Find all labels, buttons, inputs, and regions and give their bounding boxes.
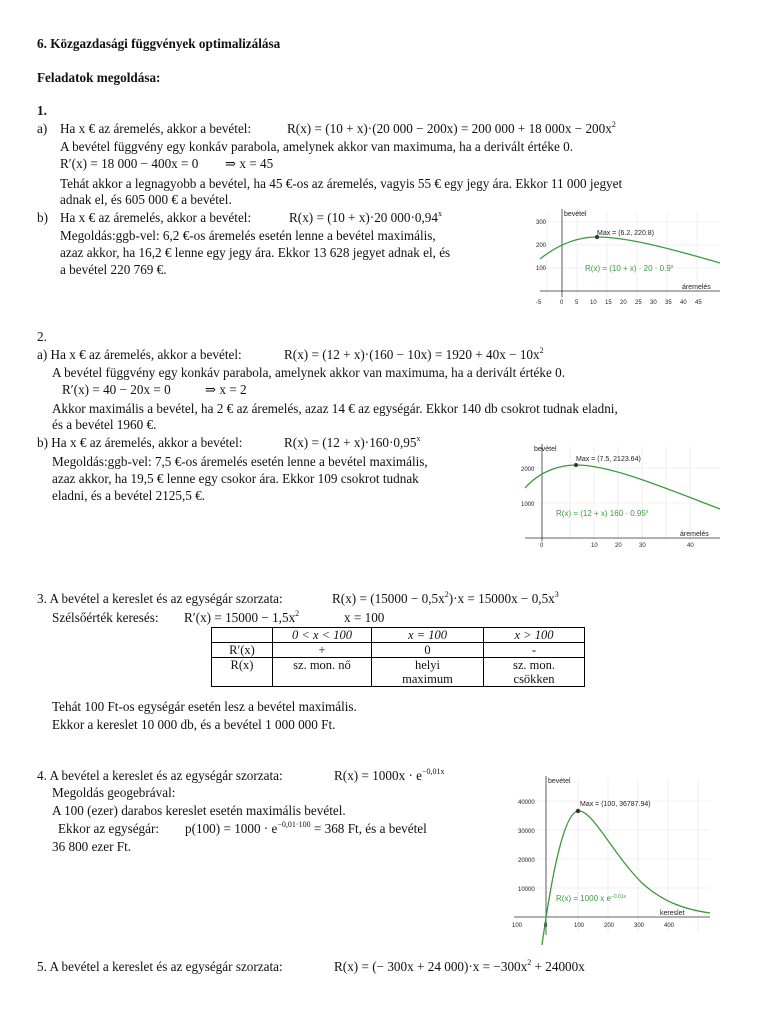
solution-text: Ekkor az egységár: — [58, 821, 160, 836]
solution-text: azaz akkor, ha 16,2 € lenne egy jegy ára. Ekkor 13 628 jegyet adnak el, és — [60, 245, 451, 260]
max-label: Max = (6.2, 220.8) — [597, 230, 655, 237]
x-tick-label: 0 — [544, 923, 548, 929]
y-tick-label: 10000 — [518, 887, 535, 893]
problem-text: Ha x € az áremelés, akkor a bevétel: — [60, 121, 252, 136]
max-point — [574, 463, 578, 467]
y-tick-label: 200 — [536, 243, 547, 249]
x-tick-label: 20 — [615, 543, 622, 549]
y-axis-label: bevétel — [534, 446, 557, 453]
y-tick-label: 100 — [536, 266, 547, 272]
x-tick-label: 40 — [680, 300, 687, 306]
x-axis-label: áremelés — [680, 531, 709, 538]
conclusion-text: Tehát 100 Ft-os egységár esetén lesz a bevétel maximális. — [52, 699, 357, 714]
x-tick-label: 100 — [512, 923, 523, 929]
table-row-label: R′(x) — [212, 643, 273, 658]
formula: $p(100) = 1000 \cdot e^{-0,01\cdot 100} = 368$ Ft, és a bevétel — [185, 820, 427, 836]
derivative-result: ⇒ x = 45 — [225, 156, 274, 171]
derivative-result: x = 100 — [344, 610, 385, 625]
x-tick-label: 200 — [604, 923, 615, 929]
derivative-formula: R′(x) = 40 − 20x = 0 — [62, 382, 171, 397]
y-tick-label: 2000 — [521, 467, 535, 473]
table-cell: helyi maximum — [372, 658, 484, 687]
table-cell: sz. mon. csökken — [484, 658, 585, 687]
x-tick-label: 5 — [575, 300, 579, 306]
y-axis-label: bevétel — [564, 211, 587, 218]
page-title: 6. Közgazdasági függvények optimalizálása — [37, 36, 281, 51]
graph-3 — [512, 773, 710, 945]
function-curve — [525, 465, 720, 509]
conclusion-text: Ekkor a kereslet 10 000 db, és a bevétel 1 000 000 Ft. — [52, 717, 336, 732]
table-cell: 0 — [372, 643, 484, 658]
table-header: x > 100 — [484, 628, 585, 643]
x-tick-label: 0 — [540, 543, 544, 549]
x-tick-label: 400 — [664, 923, 675, 929]
table-header: 0 < x < 100 — [273, 628, 372, 643]
problem-text: b) Ha x € az áremelés, akkor a bevétel: — [37, 435, 243, 450]
function-label: R(x) = (12 + x) $160 \cdot 0.95^x$ — [556, 509, 649, 518]
conclusion-text: adnak el, és 605 000 € a bevétel. — [60, 192, 232, 207]
x-tick-label: -5 — [536, 300, 542, 306]
x-tick-label: 35 — [665, 300, 672, 306]
x-tick-label: 10 — [590, 300, 597, 306]
problem-text: 5. A bevétel a kereslet és az egységár szorzata: — [37, 959, 283, 974]
y-tick-label: 1000 — [521, 502, 535, 508]
problem-number: 2. — [37, 329, 47, 344]
formula: R(x) = (− 300x + 24 $000)\cdot x = -300x^2 + 24000x$ — [334, 958, 585, 974]
solution-text: a bevétel 220 769 €. — [60, 262, 167, 277]
sign-table — [211, 627, 585, 687]
problem-number: 1. — [37, 103, 47, 118]
table-cell: + — [273, 643, 372, 658]
graph-1 — [535, 207, 720, 312]
y-tick-label: 40000 — [518, 800, 535, 806]
solution-text: 36 800 ezer Ft. — [52, 839, 132, 854]
part-label: a) — [37, 121, 48, 136]
formula: $R(x) = 1000x \cdot e^{-0,01x}$ — [334, 767, 445, 783]
table-cell: - — [484, 643, 585, 658]
part-label: b) — [37, 210, 48, 225]
y-tick-label: 20000 — [518, 858, 535, 864]
table-header: x = 100 — [372, 628, 484, 643]
solution-text: Megoldás:ggb-vel: 6,2 €-os áremelés esetén lenne a bevétel maximális, — [60, 228, 436, 243]
solution-text: azaz akkor, ha 19,5 € lenne egy csokor ára. Ekkor 109 csokrot tudnak — [52, 471, 419, 486]
formula: $R(x) = (12 + x)\cdot(160 - 10x) = 1920 + 40x - 10x^2$ — [284, 346, 544, 362]
x-tick-label: 30 — [650, 300, 657, 306]
section-subtitle: Feladatok megoldása: — [37, 70, 161, 85]
x-tick-label: 100 — [574, 923, 585, 929]
max-point — [576, 809, 580, 813]
solution-text: eladni, és a bevétel 2125,5 €. — [52, 488, 206, 503]
table-cell: sz. mon. nő — [273, 658, 372, 687]
x-axis-label: kereslet — [660, 910, 685, 917]
x-tick-label: 45 — [695, 300, 702, 306]
max-label: Max = (100, 36787.94) — [580, 801, 651, 808]
formula: $R(x) = (12 + x)\cdot 160\cdot 0,95^x$ — [284, 434, 421, 450]
formula: $R(x) = (15000 - 0,5x^2)\cdot x = 15000x - 0,5x^3$ — [332, 590, 559, 606]
function-curve — [542, 811, 710, 945]
conclusion-text: Tehát akkor a legnagyobb a bevétel, ha 45 €-os az áremelés, vagyis 55 € egy jegy ára. Ekkor 11 000 jegyet — [60, 176, 623, 191]
explanation-text: A bevétel függvény egy konkáv parabola, amelynek akkor van maximuma, ha a derivált értéke 0. — [60, 139, 574, 154]
x-tick-label: 300 — [634, 923, 645, 929]
graph-2 — [520, 441, 720, 559]
y-tick-label: 30000 — [518, 829, 535, 835]
x-axis-label: áremelés — [682, 284, 711, 291]
x-tick-label: 10 — [591, 543, 598, 549]
y-axis-label: bevétel — [548, 778, 571, 785]
x-tick-label: 30 — [639, 543, 646, 549]
formula: R(x) = (10 + x)·20 $000\cdot 0,94^x$ — [289, 209, 442, 225]
problem-text: a) Ha x € az áremelés, akkor a bevétel: — [37, 347, 242, 362]
max-label: Max = (7.5, 2123.64) — [576, 456, 641, 463]
x-tick-label: 15 — [605, 300, 612, 306]
formula: R(x) = (10 + x)·(20 000 − 200x) = 200 000 + 18 $000x - 200x^2$ — [287, 120, 616, 136]
explanation-text: A bevétel függvény egy konkáv parabola, amelynek akkor van maximuma, ha a derivált értéke 0. — [52, 365, 566, 380]
derivative-formula: R′(x) = 18 000 − 400x = 0 — [60, 156, 199, 171]
function-curve — [540, 237, 720, 263]
table-row-label: R(x) — [212, 658, 273, 687]
function-label: $R(x) = (10 + x) \cdot 20 \cdot 0.9^x$ — [585, 264, 674, 273]
problem-text: 3. A bevétel a kereslet és az egységár szorzata: — [37, 591, 283, 606]
x-tick-label: 20 — [620, 300, 627, 306]
derivative-result: ⇒ x = 2 — [205, 382, 247, 397]
solution-text: A 100 (ezer) darabos kereslet esetén maximális bevétel. — [52, 803, 346, 818]
conclusion-text: és a bevétel 1960 €. — [52, 417, 157, 432]
x-tick-label: 25 — [635, 300, 642, 306]
problem-text: Ha x € az áremelés, akkor a bevétel: — [60, 210, 252, 225]
function-label: R(x) = 1000 x $e^{-0.01x}$ — [556, 894, 627, 903]
solution-text: Megoldás:ggb-vel: 7,5 €-os áremelés esetén lenne a bevétel maximális, — [52, 454, 428, 469]
x-tick-label: 0 — [560, 300, 564, 306]
solution-text: Megoldás geogebrával: — [52, 785, 176, 800]
x-tick-label: 40 — [687, 543, 694, 549]
derivative-formula: $R'(x) = 15000 - 1,5x^2$ — [184, 609, 300, 625]
problem-text: Szélsőérték keresés: — [52, 610, 159, 625]
problem-text: 4. A bevétel a kereslet és az egységár szorzata: — [37, 768, 283, 783]
conclusion-text: Akkor maximális a bevétel, ha 2 € az áremelés, azaz 14 € az egységár. Ekkor 140 db csokrot tudnak eladni, — [52, 401, 618, 416]
y-tick-label: 300 — [536, 220, 547, 226]
